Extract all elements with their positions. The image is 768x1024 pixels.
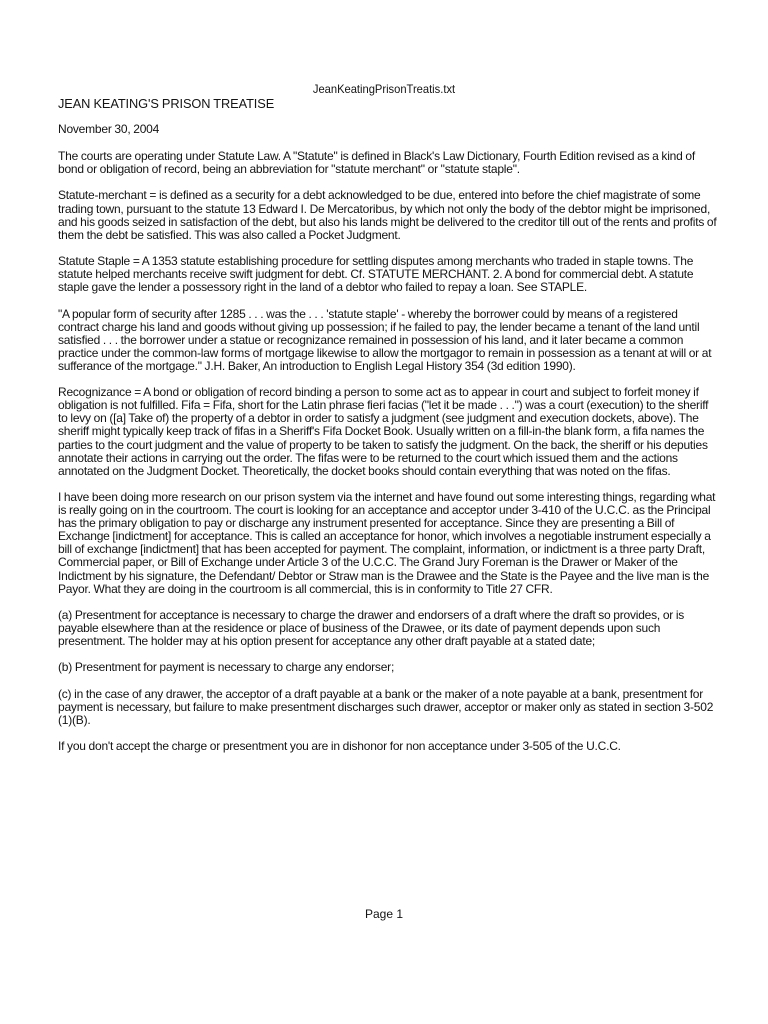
paragraph-clause-a: (a) Presentment for acceptance is necessary to charge the drawer and endorsers of a draft where the draft so provides, or is payable elsewhere than at the residence or place of business of the Drawee, or its date of payment depends upon such presentment. The holder may at his option present for acceptance any other draft payable at a stated date; (58, 607, 685, 649)
paragraph-prison-research: I have been doing more research on our prison system via the internet and have found out some interesting things, regarding what is really going on in the courtroom. The court is looking for an acceptance and acceptor under 3-410 of the U.C.C. as the Principal has the primary obligation to pay or discharge any instrument presented for acceptance. Since they are presenting a Bill of Exchange [indictment] for acceptance. This is called an acceptance for honor, which involves a negotiable instrument especially a bill of exchange [indictment] that has been accepted for payment. The complaint, information, or indictment is a three party Draft, Commercial paper, or Bill of Exchange under Article 3 of the U.C.C. The Grand Jury Foreman is the Drawer or Maker of the Indictment by his signature, the Defendant/ Debtor or Straw man is the Drawee and the State is the Payee and the live man is the Payor. What they are doing in the courtroom is all commercial, this is in conformity to Title 27 CFR. (58, 490, 716, 596)
paragraph-statute-law: The courts are operating under Statute Law. A "Statute" is defined in Black's Law Dictionary, Fourth Edition revised as a kind of bond or obligation of record, being an abbreviation for "statute merchant" or "statute staple". (58, 149, 695, 177)
paragraph-recognizance: Recognizance = A bond or obligation of record binding a person to some act as to appear in court and subject to forfeit money if obligation is not fulfilled. Fifa = Fifa, short for the Latin phrase fieri facias ("let it be made . . .") was a court (execution) to the sheriff to levy on ([a] Take of) the property of a debtor in order to satisfy a judgment (see judgment and execution dockets, above). The sheriff might typically keep track of fifas in a Sheriff's Fifa Docket Book. Usually written on a fill-in-the blank form, a fifa names the parties to the court judgment and the value of property to be taken to satisfy the judgment. On the back, the sheriff or his deputies annotate their actions in carrying out the order. The fifas were to be returned to the court which issued them and the actions annotated on the Judgment Docket. Theoretically, the docket books should contain everything that was noted on the fifas. (58, 385, 709, 478)
paragraph-clause-b: (b) Presentment for payment is necessary to charge any endorser; (58, 660, 395, 675)
file-name-header: JeanKeatingPrisonTreatis.txt (312, 82, 456, 96)
document-date: November 30, 2004 (58, 122, 160, 136)
paragraph-dishonor: If you don't accept the charge or presentment you are in dishonor for non acceptance under 3-505 of the U.C.C. (58, 739, 621, 754)
paragraph-clause-c: (c) in the case of any drawer, the acceptor of a draft payable at a bank or the maker of a note payable at a bank, presentment for payment is necessary, but failure to make presentment discharges such drawer, acceptor or maker only as stated in section 3-502 (1)(B). (58, 686, 714, 727)
page-number: Page 1 (364, 907, 404, 921)
paragraph-statute-merchant: Statute-merchant = is defined as a security for a debt acknowledged to be due, entered into before the chief magistrate of some trading town, pursuant to the statute 13 Edward I. De Mercatoribus, by which not only the body of the debtor might be imprisoned, and his goods seized in satisfaction of the debt, but also his lands might be delivered to the creditor till out of the rents and profits of them the debt be satisfied. This was also called a Pocket Judgment. (58, 188, 717, 242)
document-title: JEAN KEATING'S PRISON TREATISE (58, 96, 275, 111)
document-body (58, 96, 718, 766)
paragraph-baker-quote: "A popular form of security after 1285 . . . was the . . . 'statute staple' - whereby the borrower could by means of a registered contract charge his land and goods without giving up possession; if he failed to pay, the lender became a tenant of the land until satisfied . . . the borrower under a statue or recognizance remained in possession of his land, and it later became a common practice under the common-law forms of mortgage likewise to allow the mortgagor to remain in possession as a tenant at will or at sufferance of the mortgage." J.H. Baker, An introduction to English Legal History 354 (3d edition 1990). (58, 306, 712, 373)
paragraph-statute-staple: Statute Staple = A 1353 statute establishing procedure for settling disputes among merchants who traded in staple towns. The statute helped merchants receive swift judgment for debt. Cf. STATUTE MERCHANT. 2. A bond for commercial debt. A statute staple gave the lender a possessory right in the land of a debtor who failed to repay a loan. See STAPLE. (58, 254, 694, 295)
